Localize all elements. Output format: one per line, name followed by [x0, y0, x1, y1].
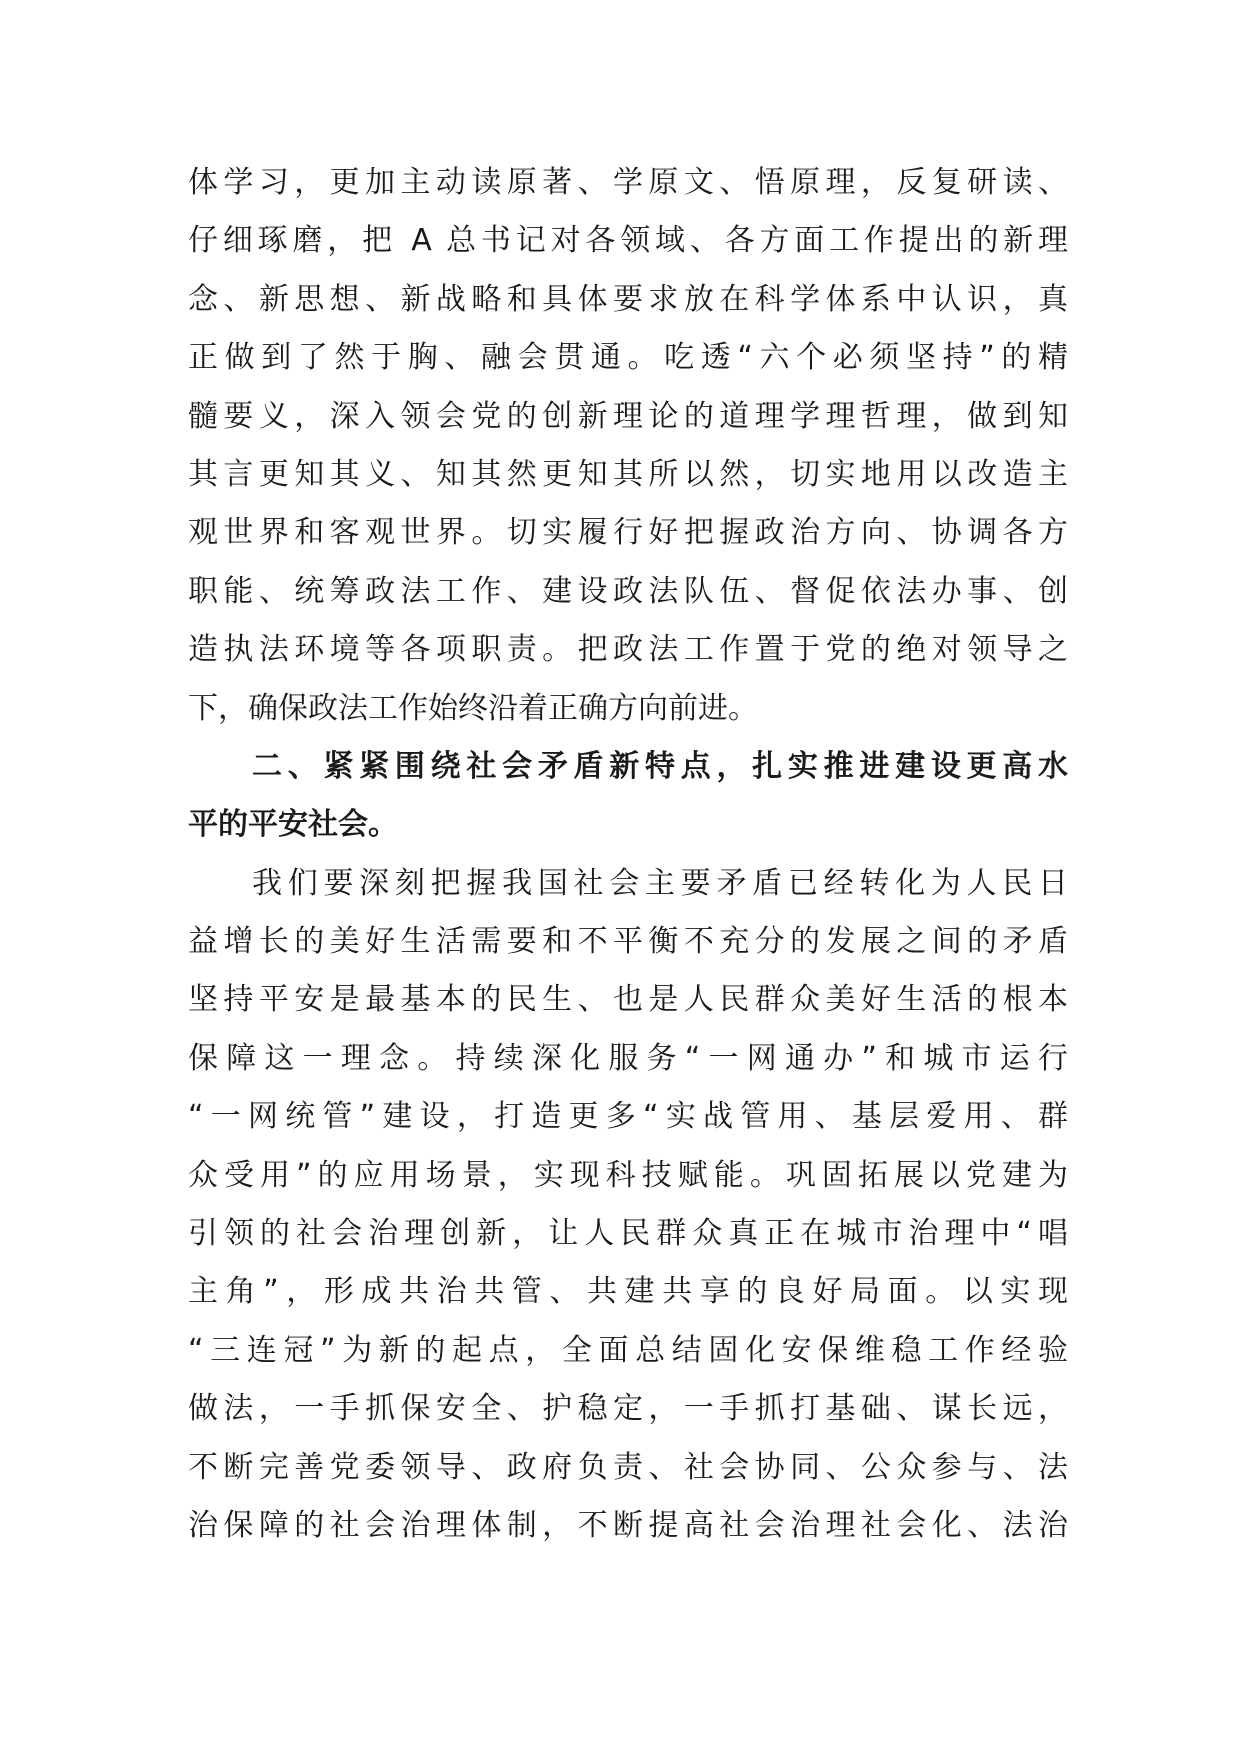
text-line: 主角”，形成共治共管、共建共享的良好局面。以实现 [188, 1274, 1068, 1310]
text-line: 引领的社会治理创新，让人民群众真正在城市治理中“唱 [188, 1216, 1068, 1252]
text-line: 众受用”的应用场景，实现科技赋能。巩固拓展以党建为 [188, 1157, 1068, 1193]
text-line: “三连冠”为新的起点，全面总结固化安保维稳工作经验 [188, 1332, 1068, 1368]
text-line: 不断完善党委领导、政府负责、社会协同、公众参与、法 [188, 1449, 1068, 1485]
text-line: 做法，一手抓保安全、护稳定，一手抓打基础、谋长远， [188, 1391, 1068, 1427]
text-line: 其言更知其义、知其然更知其所以然，切实地用以改造主 [188, 456, 1068, 492]
text-line: 益增长的美好生活需要和不平衡不充分的发展之间的矛盾 [188, 924, 1068, 960]
text-line: 造执法环境等各项职责。把政法工作置于党的绝对领导之 [188, 632, 1068, 668]
text-line: 下，确保政法工作始终沿着正确方向前进。 [188, 690, 758, 726]
text-line: 体学习，更加主动读原著、学原文、悟原理，反复研读、 [188, 165, 1068, 200]
text-line: 坚持平安是最基本的民生、也是人民群众美好生活的根本 [188, 982, 1068, 1018]
text-line: 保障这一理念。持续深化服务“一网通办”和城市运行 [188, 1040, 1068, 1076]
body-paragraph-2 [188, 855, 1068, 1556]
body-paragraph-1 [188, 154, 1068, 738]
document-body [188, 154, 1068, 1555]
text-line: 治保障的社会治理体制，不断提高社会治理社会化、法治 [188, 1507, 1068, 1543]
text-line: 髓要义，深入领会党的创新理论的道理学理哲理，做到知 [188, 398, 1068, 434]
text-line: 正做到了然于胸、融会贯通。吃透“六个必须坚持”的精 [188, 340, 1068, 376]
section-heading [188, 738, 1068, 855]
text-line: “一网统管”建设，打造更多“实战管用、基层爱用、群 [188, 1099, 1068, 1135]
text-line: 我们要深刻把握我国社会主要矛盾已经转化为人民日 [252, 865, 1068, 901]
text-line: 念、新思想、新战略和具体要求放在科学体系中认识，真 [188, 281, 1068, 317]
text-line: 职能、统筹政法工作、建设政法队伍、督促依法办事、创 [188, 573, 1068, 609]
heading-line: 二、紧紧围绕社会矛盾新特点，扎实推进建设更高水 [252, 748, 1068, 784]
text-line: 观世界和客观世界。切实履行好把握政治方向、协调各方 [188, 515, 1068, 551]
text-line: 仔细琢磨，把 A 总书记对各领域、各方面工作提出的新理 [188, 223, 1068, 259]
heading-line: 平的平安社会。 [188, 807, 398, 843]
